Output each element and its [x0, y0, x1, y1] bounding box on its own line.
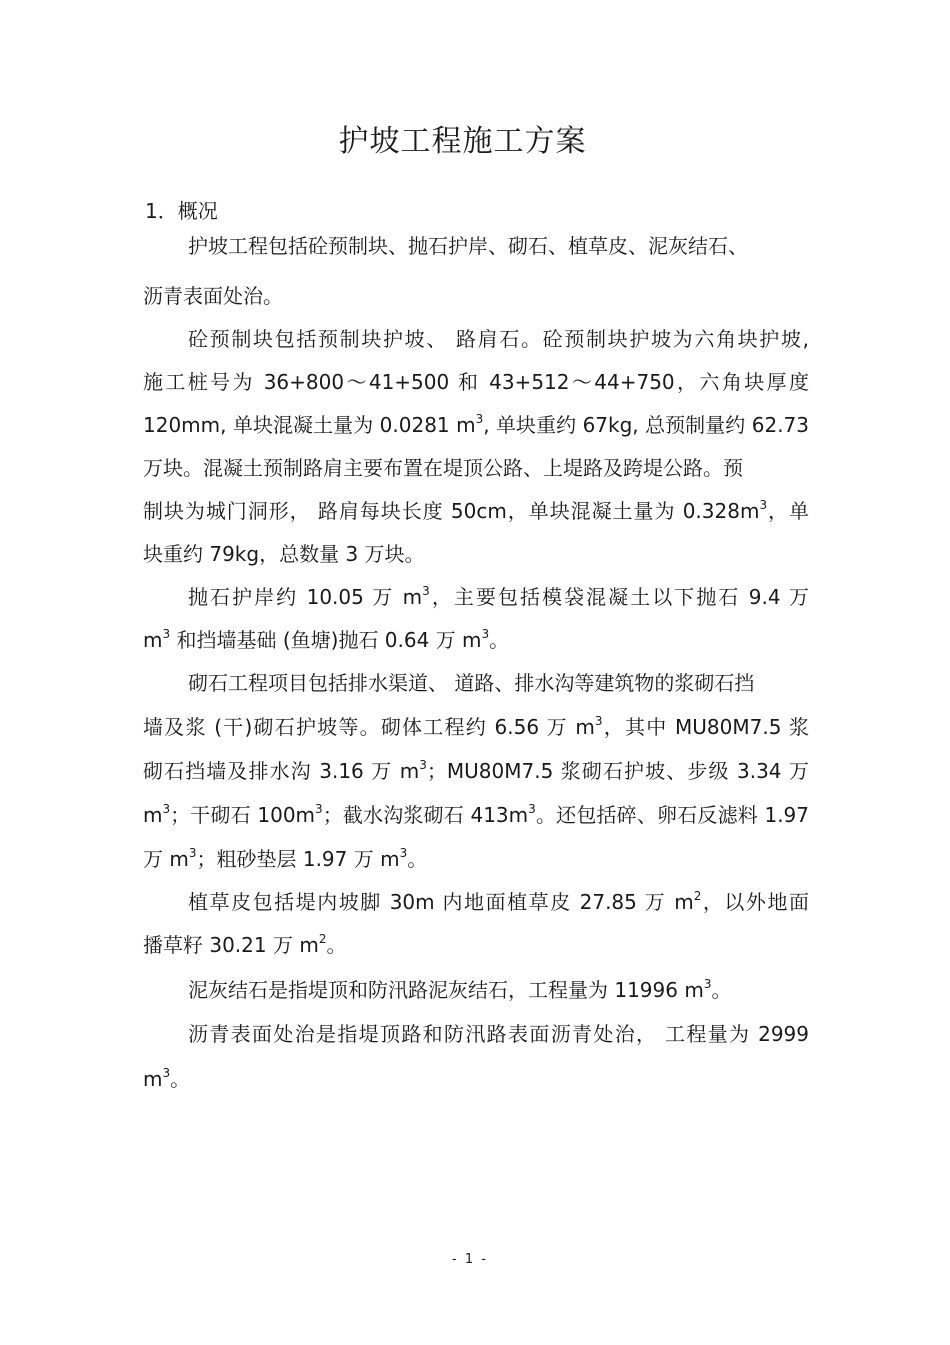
paragraph-7-line-1: 沥青表面处治是指堤顶路和防汛路表面沥青处治， 工程量为 2999 [188, 1022, 809, 1046]
text-run: 120mm, 单块混凝土量为 0.0281 m [143, 413, 476, 437]
superscript-cube: 3 [759, 498, 768, 512]
superscript-cube: 3 [594, 714, 603, 728]
text-run: 。 [711, 978, 732, 1002]
text-run: m [143, 1067, 163, 1091]
paragraph-6-line-1 [188, 975, 809, 1005]
paragraph-5-line-1 [188, 887, 809, 917]
page-number: - 1 - [452, 1252, 488, 1267]
superscript-cube: 3 [475, 412, 484, 426]
page-title: 护坡工程施工方案 [338, 124, 587, 159]
paragraph-4-line-2 [143, 712, 809, 742]
paragraph-2-line-3 [143, 410, 809, 440]
section-heading: 1．概况 [145, 199, 218, 223]
text-run: 抛石护岸约 10.05 万 m [188, 585, 423, 609]
paragraph-2-line-1: 砼预制块包括预制块护坡、 路肩石。砼预制块护坡为六角块护坡, [188, 327, 809, 351]
text-run: m [143, 803, 163, 827]
superscript-cube: 3 [419, 758, 427, 772]
paragraph-1-line-1: 护坡工程包括砼预制块、抛石护岸、砌石、植草皮、泥灰结石、 [188, 234, 748, 258]
paragraph-4-line-3 [143, 756, 809, 786]
paragraph-4-line-5 [143, 844, 809, 874]
superscript-cube: 3 [703, 977, 712, 991]
text-run: 。 [407, 847, 428, 871]
text-run: 。 [489, 628, 510, 652]
text-run: ，主要包括模袋混凝土以下抛石 9.4 万 [429, 585, 809, 609]
paragraph-2-line-4: 万块。混凝土预制路肩主要布置在堤顶公路、上堤路及跨堤公路。预 [143, 456, 743, 480]
superscript-cube: 3 [315, 802, 323, 816]
text-run: m [143, 628, 163, 652]
text-run: 泥灰结石是指堤顶和防汛路泥灰结石，工程量为 11996 m [188, 978, 704, 1002]
superscript-square: 2 [318, 932, 327, 946]
paragraph-2-line-5 [143, 496, 809, 526]
superscript-cube: 3 [188, 846, 197, 860]
paragraph-3-line-1 [188, 582, 809, 612]
superscript-cube: 3 [399, 846, 408, 860]
paragraph-2-line-2: 施工桩号为 36+800～41+500 和 43+512～44+750，六角块厚度 [143, 370, 809, 394]
superscript-cube: 3 [528, 802, 536, 816]
text-run: ；粗砂垫层 1.97 万 m [196, 847, 400, 871]
text-run: 墙及浆 (干)砌石护坡等。砌体工程约 6.56 万 m [143, 715, 595, 739]
superscript-cube: 3 [162, 627, 171, 641]
superscript-cube: 3 [422, 584, 430, 598]
text-run: 砌石挡墙及排水沟 3.16 万 m [143, 759, 420, 783]
text-run: ；干砌石 100m [170, 803, 316, 827]
paragraph-5-line-2 [143, 930, 809, 960]
superscript-cube: 3 [481, 627, 490, 641]
text-run: 播草籽 30.21 万 m [143, 933, 319, 957]
text-run: 。 [326, 933, 347, 957]
text-run: ，以外地面 [701, 890, 809, 914]
paragraph-4-line-4 [143, 800, 809, 830]
text-run: 制块为城门洞形， 路肩每块长度 50cm，单块混凝土量为 0.328m [143, 499, 760, 523]
text-run: 。 [170, 1067, 191, 1091]
paragraph-3-line-2 [143, 625, 809, 655]
superscript-cube: 3 [162, 802, 171, 816]
text-run: ；MU80M7.5 浆砌石护坡、步级 3.34 万 [426, 759, 809, 783]
paragraph-1-line-2: 沥青表面处治。 [143, 284, 283, 308]
text-run: ，其中 MU80M7.5 浆 [602, 715, 809, 739]
paragraph-2-line-6: 块重约 79kg，总数量 3 万块。 [143, 542, 425, 566]
text-run: , 单块重约 67kg, 总预制量约 62.73 [483, 413, 810, 437]
paragraph-7-line-2 [143, 1064, 809, 1094]
text-run: ，单 [767, 499, 809, 523]
text-run: 。还包括碎、卵石反滤料 1.97 [535, 803, 810, 827]
text-run: 万 m [143, 847, 189, 871]
superscript-cube: 3 [162, 1066, 171, 1080]
superscript-square: 2 [693, 889, 702, 903]
text-run: 和挡墙基础 (鱼塘)抛石 0.64 万 m [170, 628, 482, 652]
text-run: ；截水沟浆砌石 413m [322, 803, 529, 827]
text-run: 植草皮包括堤内坡脚 30m 内地面植草皮 27.85 万 m [188, 890, 694, 914]
paragraph-4-line-1: 砌石工程项目包括排水渠道、 道路、排水沟等建筑物的浆砌石挡 [188, 671, 755, 695]
